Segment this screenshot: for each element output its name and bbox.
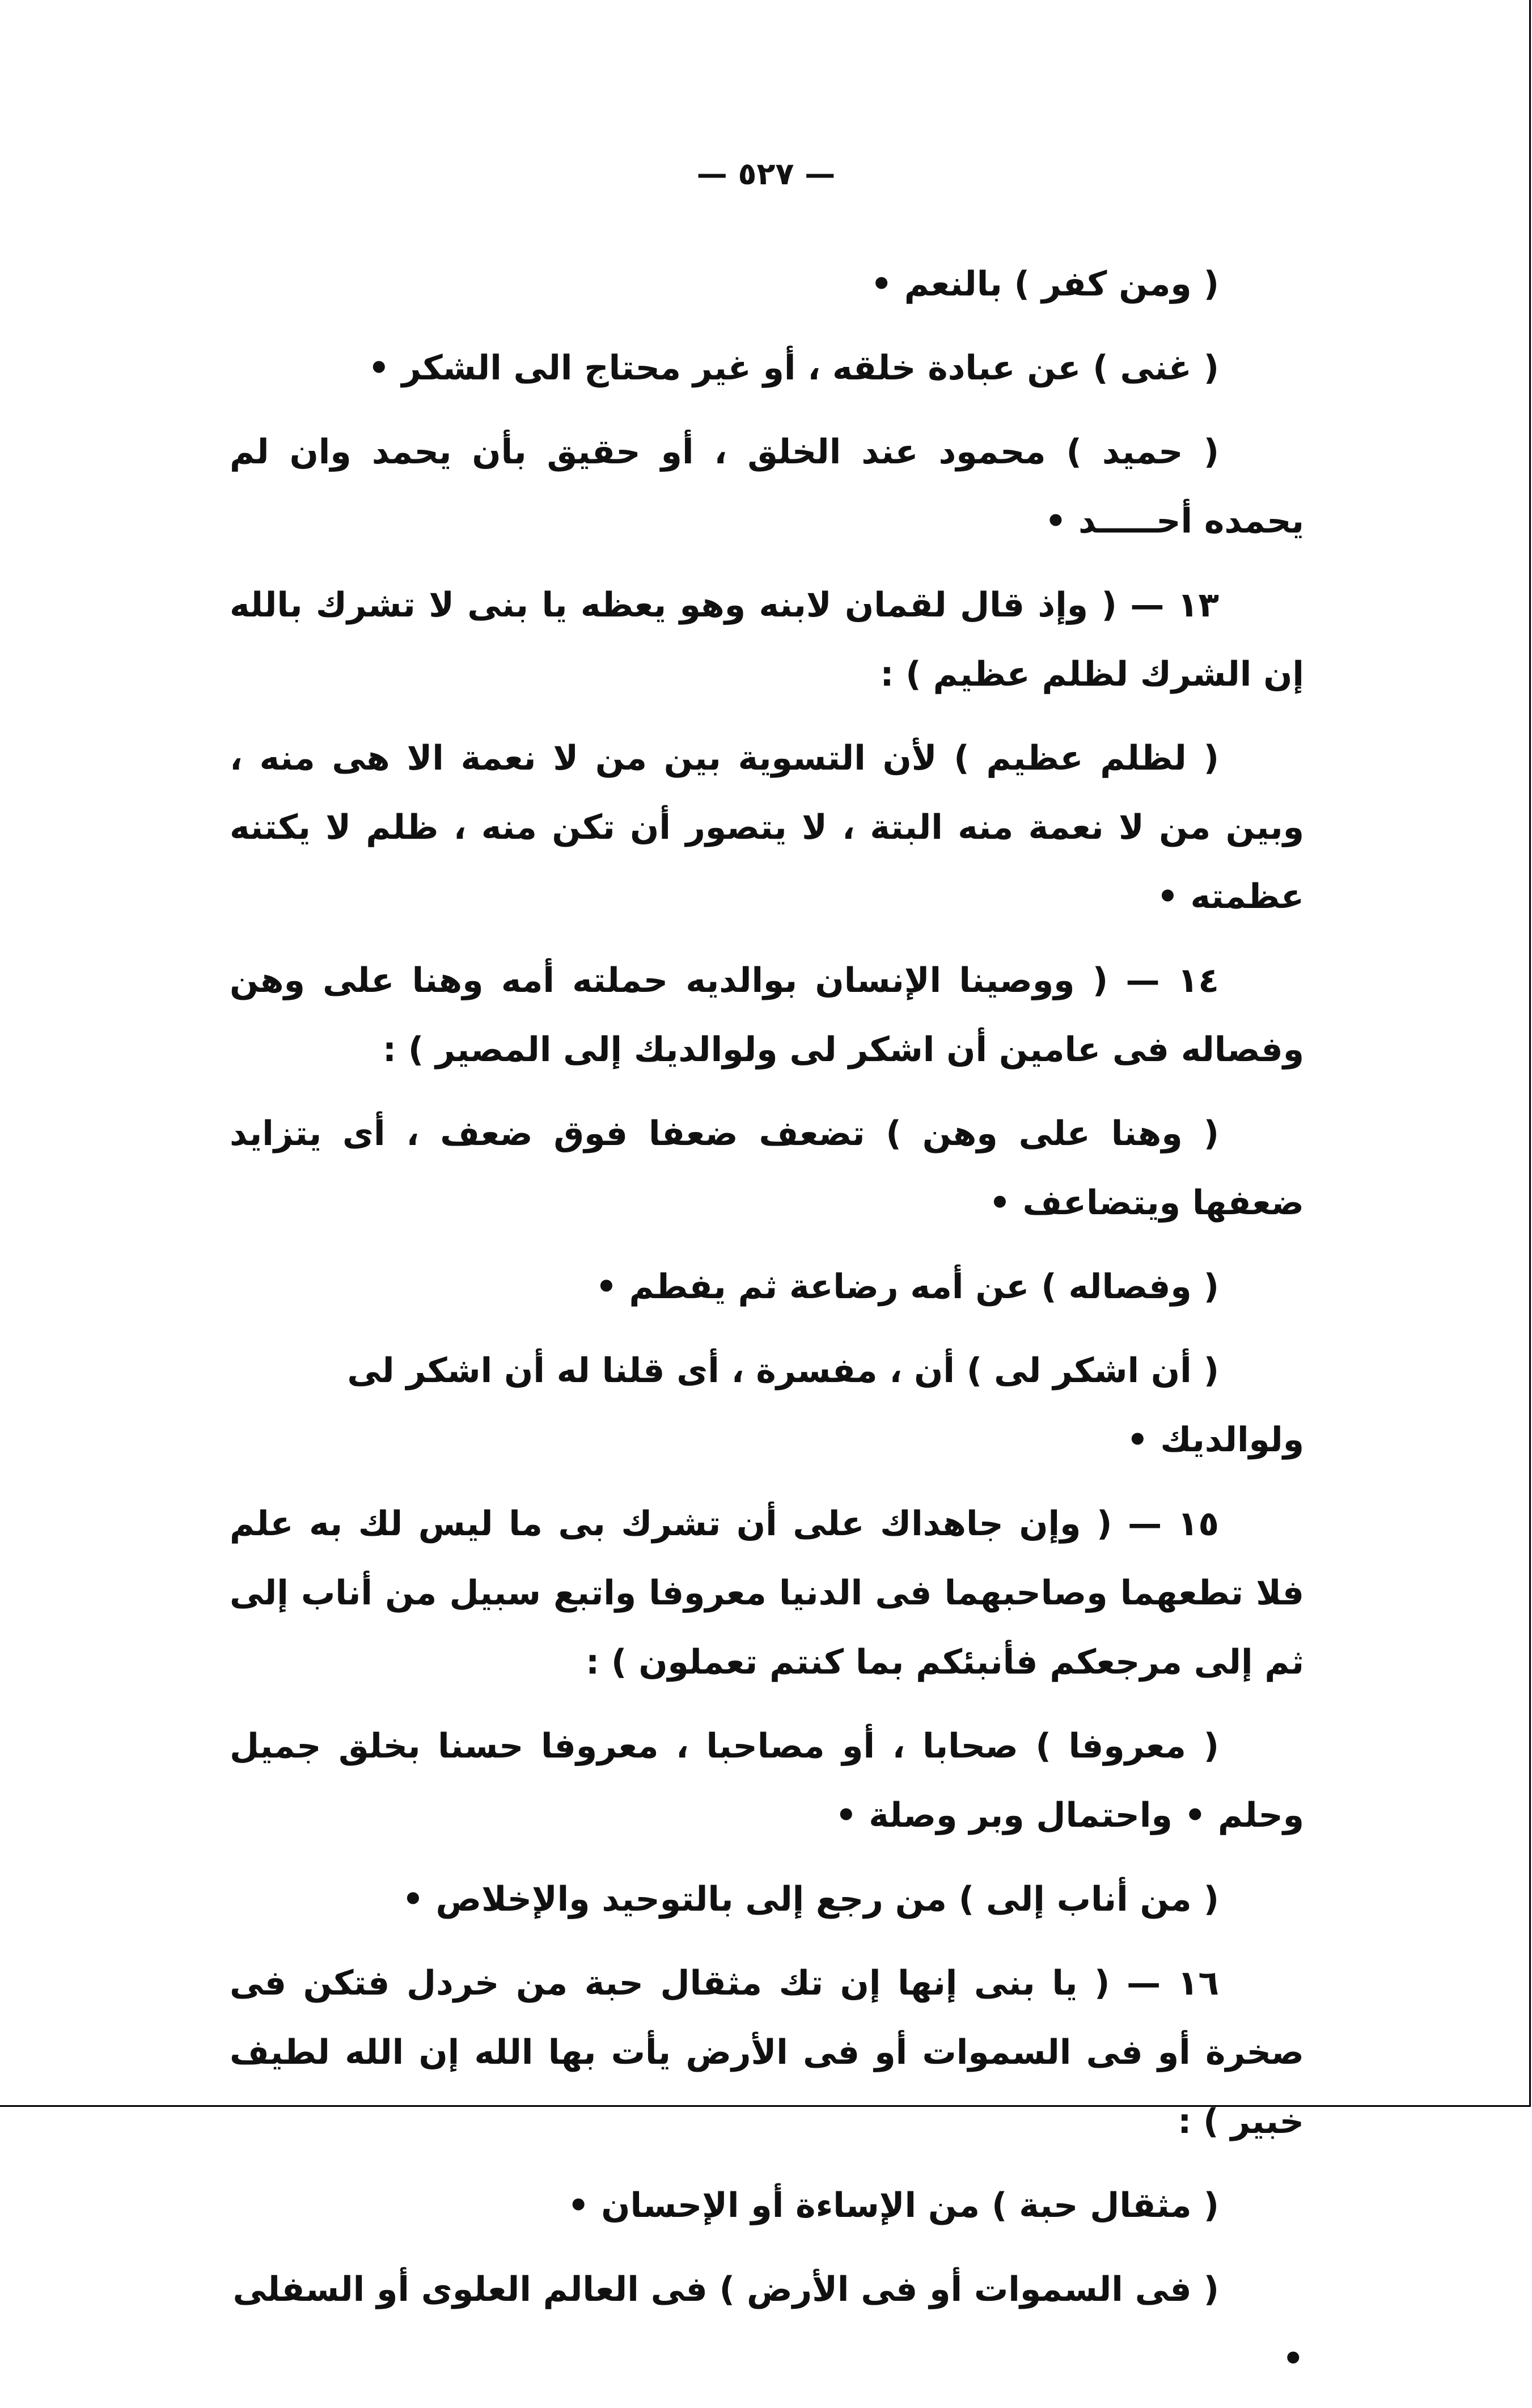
paragraph-1: ( ومن كفر ) بالنعم • — [870, 264, 1219, 304]
paragraph-4: ١٣ — ( وإذ قال لقمان لابنه وهو يعظه يا بنى لا تشرك بالله إن الشرك لظلم عظيم ) : — [230, 585, 1304, 694]
paragraph-6: ١٤ — ( ووصينا الإنسان بوالديه حملته أمه وهنا على وهن وفصاله فى عامين أن اشكر لى ولوالديك إلى المصير ) : — [230, 961, 1304, 1070]
page-number: — ٥٢٧ — — [696, 156, 836, 192]
paragraph-9: ( أن اشكر لى ) أن ، مفسرة ، أى قلنا له أن اشكر لى ولوالديك • — [347, 1351, 1304, 1460]
paragraph-10: ١٥ — ( وإن جاهداك على أن تشرك بى ما ليس لك به علم فلا تطعهما وصاحبهما فى الدنيا معروفا واتبع سبيل من أناب إلى ثم إلى مرجعكم فأنبئكم بما كنتم تعملون ) : — [230, 1504, 1304, 1682]
paragraph-11: ( معروفا ) صحابا ، أو مصاحبا ، معروفا حسنا بخلق جميل وحلم • واحتمال وبر وصلة • — [230, 1726, 1304, 1835]
paragraph-12: ( من أناب إلى ) من رجع إلى بالتوحيد والإخلاص • — [402, 1879, 1219, 1919]
paragraph-3: ( حميد ) محمود عند الخلق ، أو حقيق بأن يحمد وان لم يحمده أحـــــد • — [230, 432, 1304, 541]
paragraph-14: ( مثقال حبة ) من الإساءة أو الإحسان • — [568, 2186, 1219, 2225]
paragraph-2: ( غنى ) عن عبادة خلقه ، أو غير محتاج الى الشكر • — [368, 348, 1219, 388]
paragraph-13: ١٦ — ( يا بنى إنها إن تك مثقال حبة من خردل فتكن فى صخرة أو فى السموات أو فى الأرض يأت بها الله إن الله لطيف خبير ) : — [230, 1963, 1304, 2141]
paragraph-8: ( وفصاله ) عن أمه رضاعة ثم يفطم • — [595, 1267, 1219, 1307]
page-body-text — [230, 250, 1304, 2408]
paragraph-15: ( فى السموات أو فى الأرض ) فى العالم العلوى أو السفلى • — [232, 2270, 1304, 2379]
paragraph-5: ( لظلم عظيم ) لأن التسوية بين من لا نعمة الا هى منه ، وبين من لا نعمة منه البتة ، لا يتصور أن تكن منه ، ظلم لا يكتنه عظمته • — [230, 738, 1304, 916]
paragraph-7: ( وهنا على وهن ) تضعف ضعفا فوق ضعف ، أى يتزايد ضعفها ويتضاعف • — [230, 1114, 1304, 1223]
